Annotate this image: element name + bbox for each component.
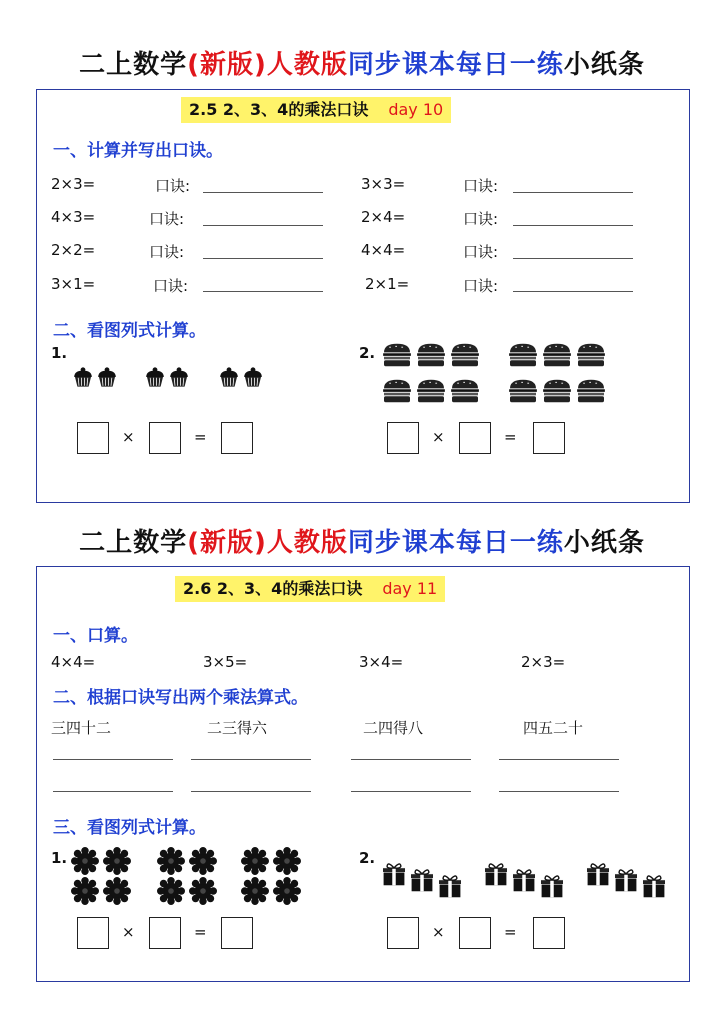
flower-icon [103, 847, 131, 875]
burger-icon [381, 342, 413, 368]
expr-r1: 3×3= [361, 175, 406, 193]
gift-icon [539, 873, 565, 899]
problem-2-number: 2. [359, 849, 376, 867]
title-part2: (新版)人教版 [187, 50, 348, 80]
answer-line[interactable] [513, 225, 633, 226]
equals-sign: = [194, 428, 207, 446]
burger-icon [575, 378, 607, 404]
gift-icon [483, 861, 509, 887]
expr-r2: 2×4= [361, 208, 406, 226]
koujue-label: 口诀: [149, 243, 185, 261]
calc-4: 2×3= [521, 653, 566, 671]
answer-line[interactable] [499, 759, 619, 760]
burger-icon [449, 342, 481, 368]
answer-box[interactable] [533, 917, 565, 949]
expr-l1: 2×3= [51, 175, 96, 193]
answer-box[interactable] [77, 422, 109, 454]
flower-icon [273, 847, 301, 875]
expr-l2: 4×3= [51, 208, 96, 226]
section-1-title: 一、计算并写出口诀。 [53, 141, 223, 161]
worksheet-day10 [36, 89, 690, 503]
rhyme-2: 二三得六 [207, 719, 268, 737]
cupcake-icon [71, 364, 95, 390]
calc-1: 4×4= [51, 653, 96, 671]
burger-icon [415, 342, 447, 368]
section-2-title: 二、根据口诀写出两个乘法算式。 [53, 688, 308, 708]
expr-l3: 2×2= [51, 241, 96, 259]
section-1-title: 一、口算。 [53, 626, 138, 646]
burger-icon [381, 378, 413, 404]
cupcake-icon [143, 364, 167, 390]
koujue-label: 口诀: [155, 177, 191, 195]
title-part1: 二上数学 [79, 50, 188, 80]
answer-line[interactable] [203, 192, 323, 193]
rhyme-4: 四五二十 [523, 719, 584, 737]
header-title: 2.5 2、3、4的乘法口诀 [189, 100, 369, 119]
flower-icon [157, 847, 185, 875]
times-sign: × [122, 428, 135, 446]
gift-icon [437, 873, 463, 899]
koujue-label: 口诀: [463, 243, 499, 261]
page-title-top [0, 44, 724, 81]
rhyme-3: 二四得八 [363, 719, 424, 737]
burger-icon [415, 378, 447, 404]
flower-icon [103, 877, 131, 905]
koujue-label: 口诀: [463, 277, 499, 295]
answer-line[interactable] [513, 258, 633, 259]
times-sign: × [432, 923, 445, 941]
flower-icon [189, 877, 217, 905]
title-part2: (新版)人教版 [187, 528, 348, 558]
section-2-title: 二、看图列式计算。 [53, 321, 206, 341]
answer-box[interactable] [77, 917, 109, 949]
header-day10 [181, 97, 451, 123]
flower-icon [71, 847, 99, 875]
problem-2-number: 2. [359, 344, 376, 362]
burger-icon [507, 342, 539, 368]
answer-box[interactable] [149, 917, 181, 949]
flower-icon [241, 877, 269, 905]
answer-box[interactable] [459, 917, 491, 949]
title-part1: 二上数学 [79, 528, 188, 558]
answer-box[interactable] [221, 917, 253, 949]
header-day: day 11 [382, 579, 438, 598]
answer-box[interactable] [533, 422, 565, 454]
header-day11 [175, 576, 445, 602]
flower-icon [71, 877, 99, 905]
worksheet-day11 [36, 566, 690, 982]
rhyme-1: 三四十二 [51, 719, 112, 737]
title-part4: 小纸条 [563, 528, 645, 558]
equals-sign: = [504, 923, 517, 941]
answer-line[interactable] [191, 791, 311, 792]
expr-l4: 3×1= [51, 275, 96, 293]
answer-line[interactable] [513, 291, 633, 292]
answer-line[interactable] [53, 791, 173, 792]
flower-icon [273, 877, 301, 905]
koujue-label: 口诀: [149, 210, 185, 228]
gift-icon [511, 867, 537, 893]
koujue-label: 口诀: [463, 210, 499, 228]
expr-r3: 4×4= [361, 241, 406, 259]
flower-icon [241, 847, 269, 875]
answer-box[interactable] [459, 422, 491, 454]
answer-box[interactable] [387, 422, 419, 454]
gift-icon [381, 861, 407, 887]
times-sign: × [122, 923, 135, 941]
section-3-title: 三、看图列式计算。 [53, 818, 206, 838]
koujue-label: 口诀: [463, 177, 499, 195]
problem-1-number: 1. [51, 849, 68, 867]
answer-box[interactable] [387, 917, 419, 949]
answer-line[interactable] [203, 291, 323, 292]
answer-box[interactable] [221, 422, 253, 454]
answer-line[interactable] [191, 759, 311, 760]
answer-line[interactable] [351, 759, 471, 760]
koujue-label: 口诀: [153, 277, 189, 295]
calc-3: 3×4= [359, 653, 404, 671]
burger-icon [541, 378, 573, 404]
times-sign: × [432, 428, 445, 446]
answer-line[interactable] [351, 791, 471, 792]
answer-line[interactable] [53, 759, 173, 760]
problem-1-number: 1. [51, 344, 68, 362]
gift-icon [409, 867, 435, 893]
title-part3: 同步课本每日一练 [347, 528, 564, 558]
answer-line[interactable] [203, 258, 323, 259]
answer-line[interactable] [513, 192, 633, 193]
answer-line[interactable] [499, 791, 619, 792]
cupcake-icon [95, 364, 119, 390]
flower-icon [189, 847, 217, 875]
page-title-middle [0, 522, 724, 559]
calc-2: 3×5= [203, 653, 248, 671]
equals-sign: = [194, 923, 207, 941]
header-day: day 10 [388, 100, 444, 119]
title-part3: 同步课本每日一练 [347, 50, 564, 80]
burger-icon [449, 378, 481, 404]
gift-icon [613, 867, 639, 893]
burger-icon [575, 342, 607, 368]
header-title: 2.6 2、3、4的乘法口诀 [183, 579, 363, 598]
cupcake-icon [217, 364, 241, 390]
expr-r4: 2×1= [365, 275, 410, 293]
answer-line[interactable] [203, 225, 323, 226]
burger-icon [507, 378, 539, 404]
gift-icon [641, 873, 667, 899]
title-part4: 小纸条 [563, 50, 645, 80]
burger-icon [541, 342, 573, 368]
gift-icon [585, 861, 611, 887]
flower-icon [157, 877, 185, 905]
cupcake-icon [241, 364, 265, 390]
equals-sign: = [504, 428, 517, 446]
answer-box[interactable] [149, 422, 181, 454]
cupcake-icon [167, 364, 191, 390]
